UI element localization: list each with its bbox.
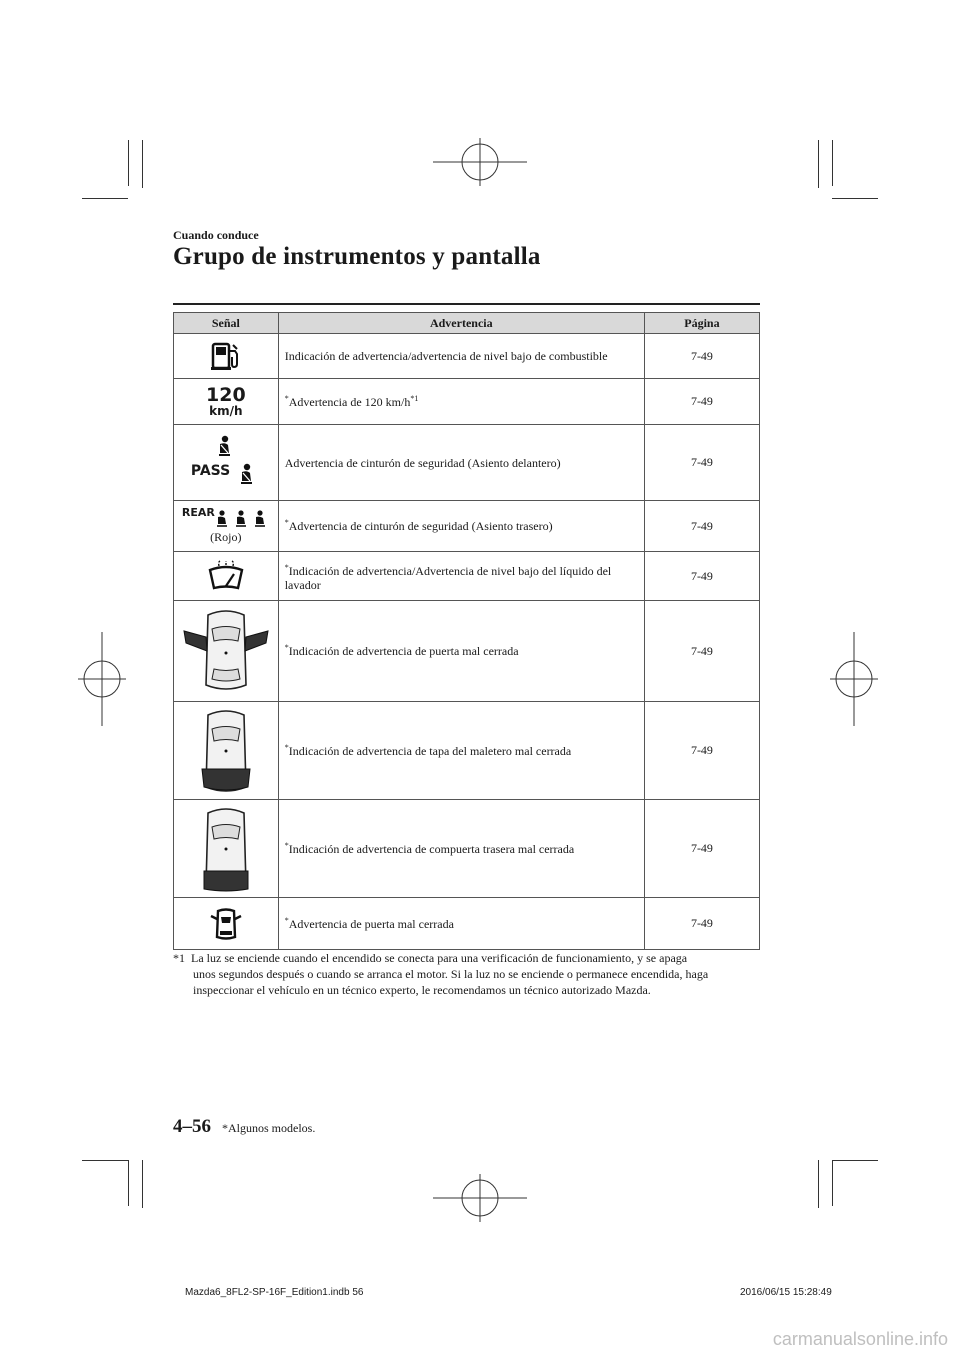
registration-mark-left: [78, 632, 126, 726]
imprint-date: 2016/06/15 15:28:49: [740, 1287, 832, 1298]
section-label: Cuando conduce: [173, 228, 259, 242]
row-warning-text: Indicación de advertencia de tapa del maletero mal cerrada: [288, 743, 572, 758]
door-ajar-small-icon: [208, 907, 244, 941]
door-ajar-icon: [180, 607, 272, 695]
row-warning-text: Advertencia de cinturón de seguridad (Asiento trasero): [288, 519, 553, 533]
row-warning-text: Indicación de advertencia de puerta mal cerrada: [288, 644, 519, 658]
row-page: 7-49: [644, 702, 759, 800]
title-rule: [173, 303, 760, 305]
row-page: 7-49: [644, 601, 759, 702]
row-warning-text: Indicación de advertencia de compuerta trasera mal cerrada: [288, 841, 575, 856]
row-page: 7-49: [644, 501, 759, 552]
table-row: [174, 425, 760, 501]
col-header-warning: Advertencia: [278, 313, 644, 334]
footnote-line-2: unos segundos después o cuando se arranca el motor. Si la luz no se enciende o permanece encendida, haga: [193, 967, 709, 981]
row-page: 7-49: [644, 898, 759, 950]
seatbelt-front-icon: PASS: [191, 433, 261, 493]
table-row: REAR (Rojo) *Advertencia de cinturón de seguridad (Asiento trasero) 7-49: [174, 501, 760, 552]
table-row: *Indicación de advertencia de puerta mal cerrada 7-49: [174, 601, 760, 702]
table-row: [174, 334, 760, 379]
page-number: 4–56: [173, 1116, 211, 1137]
row-warning-text: Advertencia de 120 km/h: [288, 394, 411, 409]
table-row: *Advertencia de puerta mal cerrada 7-49: [174, 898, 760, 950]
row-warning-text: Advertencia de puerta mal cerrada: [288, 916, 454, 931]
col-header-page: Página: [644, 313, 759, 334]
table-row: *Indicación de advertencia de tapa del maletero mal cerrada 7-49: [174, 702, 760, 800]
table-header-row: [174, 313, 760, 334]
footnote-line-1: La luz se enciende cuando el encendido se conecta para una verificación de funcionamiento, y se apaga: [191, 951, 688, 965]
row-page: 7-49: [644, 552, 759, 601]
footnote: [173, 950, 763, 998]
registration-mark-bottom: [433, 1174, 527, 1222]
row-page: 7-49: [644, 334, 759, 379]
imprint-file: Mazda6_8FL2-SP-16F_Edition1.indb 56: [185, 1287, 364, 1298]
fuel-warning-icon: [209, 339, 243, 373]
seatbelt-rear-icon: REAR (Rojo): [180, 504, 272, 548]
watermark: carmanualsonline.info: [772, 1329, 948, 1349]
seatbelt-row-icons: [214, 510, 270, 530]
table-row: *Indicación de advertencia/Advertencia de nivel bajo del líquido del lavador 7-49: [174, 552, 760, 601]
table-row: 120 km/h *Advertencia de 120 $km/h^{*1}$ 7-49: [174, 379, 760, 425]
row-warning-text: Indicación de advertencia/advertencia de nivel bajo de combustible: [284, 349, 608, 363]
table-row: *Indicación de advertencia de compuerta trasera mal cerrada 7-49: [174, 800, 760, 898]
registration-mark-top: [433, 138, 527, 186]
page-title: Grupo de instrumentos y pantalla: [173, 243, 541, 270]
models-note: *Algunos modelos.: [222, 1121, 316, 1135]
trunk-ajar-icon: [196, 707, 256, 795]
footnote-line-3: inspeccionar el vehículo en un técnico experto, le recomendamos un técnico autorizado Mazda.: [193, 983, 651, 997]
footnote-mark: *1: [173, 951, 185, 965]
row-page: 7-49: [644, 379, 759, 425]
row-page: 7-49: [644, 800, 759, 898]
washer-fluid-icon: [206, 560, 246, 592]
row-warning-text: Advertencia de cinturón de seguridad (Asiento delantero): [284, 455, 561, 470]
speed-120-icon: 120 km/h: [206, 384, 246, 418]
seatbelt-person-icon: [235, 463, 257, 487]
seatbelt-person-icon: [213, 435, 235, 459]
liftgate-ajar-icon: [196, 805, 256, 893]
row-page: 7-49: [644, 425, 759, 501]
registration-mark-right: [830, 632, 878, 726]
warning-table: [173, 312, 760, 950]
row-warning-text: Indicación de advertencia/Advertencia de nivel bajo del líquido del lavador: [284, 563, 612, 592]
col-header-signal: Señal: [174, 313, 279, 334]
